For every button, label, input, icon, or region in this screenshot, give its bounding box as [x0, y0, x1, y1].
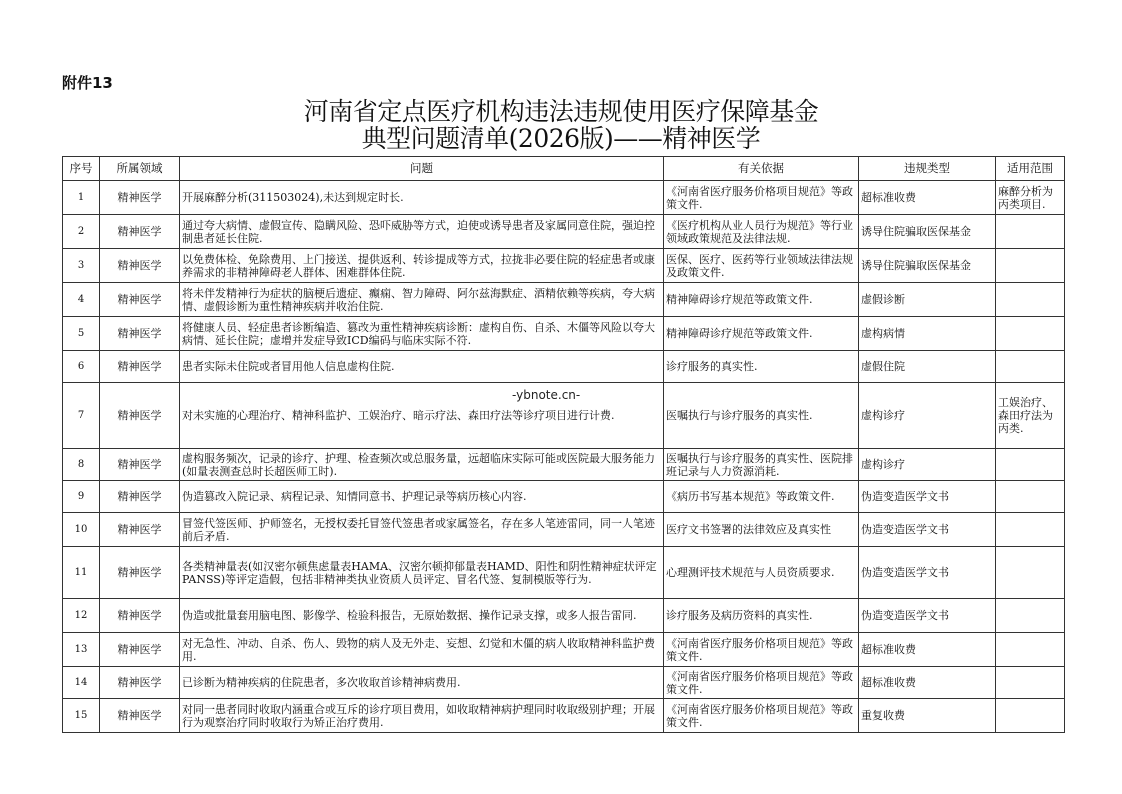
row-violation-type: 虚构诊疗: [859, 383, 996, 449]
row-violation-type: 伪造变造医学文书: [859, 481, 996, 513]
row-basis: 医疗文书签署的法律效应及真实性: [664, 513, 859, 547]
table-row: [63, 667, 1065, 699]
row-problem: 对同一患者同时收取内涵重合或互斥的诊疗项目费用，如收取精神病护理同时收取级别护理；开展行为观察治疗同时收取行为矫正治疗费用.: [180, 699, 664, 733]
row-basis: 精神障碍诊疗规范等政策文件.: [664, 283, 859, 317]
table-row: [63, 351, 1065, 383]
row-number: 9: [63, 481, 100, 513]
row-domain: 精神医学: [100, 181, 180, 215]
row-scope: [996, 249, 1065, 283]
row-violation-type: 伪造变造医学文书: [859, 547, 996, 599]
row-problem: 患者实际未住院或者冒用他人信息虚构住院.: [180, 351, 664, 383]
row-basis: 《医疗机构从业人员行为规范》等行业领域政策规范及法律法规.: [664, 215, 859, 249]
table-body: [63, 181, 1065, 733]
row-domain: 精神医学: [100, 667, 180, 699]
row-domain: 精神医学: [100, 383, 180, 449]
row-number: 5: [63, 317, 100, 351]
table-row: [63, 633, 1065, 667]
row-number: 6: [63, 351, 100, 383]
row-violation-type: 超标准收费: [859, 181, 996, 215]
row-domain: 精神医学: [100, 513, 180, 547]
row-domain: 精神医学: [100, 449, 180, 481]
row-number: 7: [63, 383, 100, 449]
row-basis: 《河南省医疗服务价格项目规范》等政策文件.: [664, 181, 859, 215]
row-violation-type: 诱导住院骗取医保基金: [859, 249, 996, 283]
row-scope: 麻醉分析为丙类项目.: [996, 181, 1065, 215]
row-violation-type: 虚假住院: [859, 351, 996, 383]
row-scope: [996, 215, 1065, 249]
table-row: [63, 449, 1065, 481]
attachment-label: 附件13: [62, 74, 113, 92]
row-problem: 将健康人员、轻症患者诊断编造、篡改为重性精神疾病诊断：虚构自伤、自杀、木僵等风险以夸大病情、延长住院；虚增并发症导致ICD编码与临床实际不符.: [180, 317, 664, 351]
row-domain: 精神医学: [100, 249, 180, 283]
row-domain: 精神医学: [100, 351, 180, 383]
row-number: 12: [63, 599, 100, 633]
table-row: [63, 513, 1065, 547]
row-basis: 医嘱执行与诊疗服务的真实性、医院排班记录与人力资源消耗.: [664, 449, 859, 481]
row-basis: 诊疗服务及病历资料的真实性.: [664, 599, 859, 633]
table-row: [63, 283, 1065, 317]
row-problem: 虚构服务频次，记录的诊疗、护理、检查频次或总服务量，远超临床实际可能或医院最大服务能力(如量表测查总时长超医师工时).: [180, 449, 664, 481]
header-basis: 有关依据: [664, 157, 859, 181]
row-number: 8: [63, 449, 100, 481]
header-scope: 适用范围: [996, 157, 1065, 181]
row-problem: 伪造或批量套用脑电图、影像学、检验科报告，无原始数据、操作记录支撑，或多人报告雷同.: [180, 599, 664, 633]
table-row: [63, 699, 1065, 733]
row-domain: 精神医学: [100, 215, 180, 249]
row-scope: [996, 667, 1065, 699]
row-scope: [996, 317, 1065, 351]
row-domain: 精神医学: [100, 283, 180, 317]
row-number: 11: [63, 547, 100, 599]
row-problem: 伪造篡改入院记录、病程记录、知情同意书、护理记录等病历核心内容.: [180, 481, 664, 513]
table-row: [63, 481, 1065, 513]
row-number: 13: [63, 633, 100, 667]
table-row: [63, 215, 1065, 249]
row-number: 15: [63, 699, 100, 733]
row-basis: 《河南省医疗服务价格项目规范》等政策文件.: [664, 699, 859, 733]
row-scope: [996, 481, 1065, 513]
row-scope: 工娱治疗、森田疗法为丙类.: [996, 383, 1065, 449]
table-row: [63, 547, 1065, 599]
header-domain: 所属领域: [100, 157, 180, 181]
row-problem: 对无急性、冲动、自杀、伤人、毁物的病人及无外走、妄想、幻觉和木僵的病人收取精神科监护费用.: [180, 633, 664, 667]
row-scope: [996, 633, 1065, 667]
row-scope: [996, 513, 1065, 547]
row-number: 1: [63, 181, 100, 215]
row-problem: 对未实施的心理治疗、精神科监护、工娱治疗、暗示疗法、森田疗法等诊疗项目进行计费.: [180, 383, 664, 449]
row-scope: [996, 699, 1065, 733]
row-violation-type: 超标准收费: [859, 633, 996, 667]
row-problem: 冒签代签医师、护师签名，无授权委托冒签代签患者或家属签名，存在多人笔迹雷同，同一人笔迹前后矛盾.: [180, 513, 664, 547]
row-basis: 精神障碍诊疗规范等政策文件.: [664, 317, 859, 351]
row-problem: 开展麻醉分析(311503024),未达到规定时长.: [180, 181, 664, 215]
row-basis: 《河南省医疗服务价格项目规范》等政策文件.: [664, 633, 859, 667]
row-domain: 精神医学: [100, 547, 180, 599]
row-problem: 通过夸大病情、虚假宣传、隐瞒风险、恐吓威胁等方式，迫使或诱导患者及家属同意住院，强迫控制患者延长住院.: [180, 215, 664, 249]
row-problem: 各类精神量表(如汉密尔顿焦虑量表HAMA、汉密尔顿抑郁量表HAMD、阳性和阴性精神症状评定PANSS)等评定造假，包括非精神类执业资质人员评定、冒名代签、复制模版等行为.: [180, 547, 664, 599]
row-violation-type: 伪造变造医学文书: [859, 513, 996, 547]
row-basis: 《河南省医疗服务价格项目规范》等政策文件.: [664, 667, 859, 699]
row-number: 3: [63, 249, 100, 283]
row-basis: 诊疗服务的真实性.: [664, 351, 859, 383]
row-basis: 《病历书写基本规范》等政策文件.: [664, 481, 859, 513]
row-violation-type: 虚构诊疗: [859, 449, 996, 481]
watermark: -ybnote.cn-: [512, 388, 581, 402]
row-violation-type: 超标准收费: [859, 667, 996, 699]
row-domain: 精神医学: [100, 599, 180, 633]
row-basis: 医保、医疗、医药等行业领域法律法规及政策文件.: [664, 249, 859, 283]
row-basis: 医嘱执行与诊疗服务的真实性.: [664, 383, 859, 449]
row-domain: 精神医学: [100, 633, 180, 667]
problem-list-table: [62, 156, 1065, 733]
header-problem: 问题: [180, 157, 664, 181]
table-header-row: [63, 157, 1065, 181]
row-number: 2: [63, 215, 100, 249]
table-row: [63, 249, 1065, 283]
row-violation-type: 诱导住院骗取医保基金: [859, 215, 996, 249]
row-number: 4: [63, 283, 100, 317]
row-scope: [996, 547, 1065, 599]
document-title-line1: 河南省定点医疗机构违法违规使用医疗保障基金: [303, 97, 819, 126]
row-violation-type: 虚假诊断: [859, 283, 996, 317]
table-row: [63, 599, 1065, 633]
header-no: 序号: [63, 157, 100, 181]
table-row: [63, 317, 1065, 351]
row-problem: 以免费体检、免除费用、上门接送、提供返利、转诊提成等方式，拉拢非必要住院的轻症患者或康养需求的非精神障碍老人群体、困难群体住院.: [180, 249, 664, 283]
row-violation-type: 虚构病情: [859, 317, 996, 351]
row-problem: 将未伴发精神行为症状的脑梗后遗症、癫痫、智力障碍、阿尔兹海默症、酒精依赖等疾病，夸大病情、虚假诊断为重性精神疾病并收治住院.: [180, 283, 664, 317]
row-problem: 已诊断为精神疾病的住院患者，多次收取首诊精神病费用.: [180, 667, 664, 699]
document-title-line2: 典型问题清单(2026版)——精神医学: [361, 124, 761, 153]
row-scope: [996, 283, 1065, 317]
table-row: [63, 181, 1065, 215]
row-scope: [996, 599, 1065, 633]
row-violation-type: 重复收费: [859, 699, 996, 733]
row-scope: [996, 351, 1065, 383]
row-number: 14: [63, 667, 100, 699]
row-basis: 心理测评技术规范与人员资质要求.: [664, 547, 859, 599]
row-violation-type: 伪造变造医学文书: [859, 599, 996, 633]
row-scope: [996, 449, 1065, 481]
row-domain: 精神医学: [100, 481, 180, 513]
row-number: 10: [63, 513, 100, 547]
row-domain: 精神医学: [100, 317, 180, 351]
row-domain: 精神医学: [100, 699, 180, 733]
header-violation-type: 违规类型: [859, 157, 996, 181]
